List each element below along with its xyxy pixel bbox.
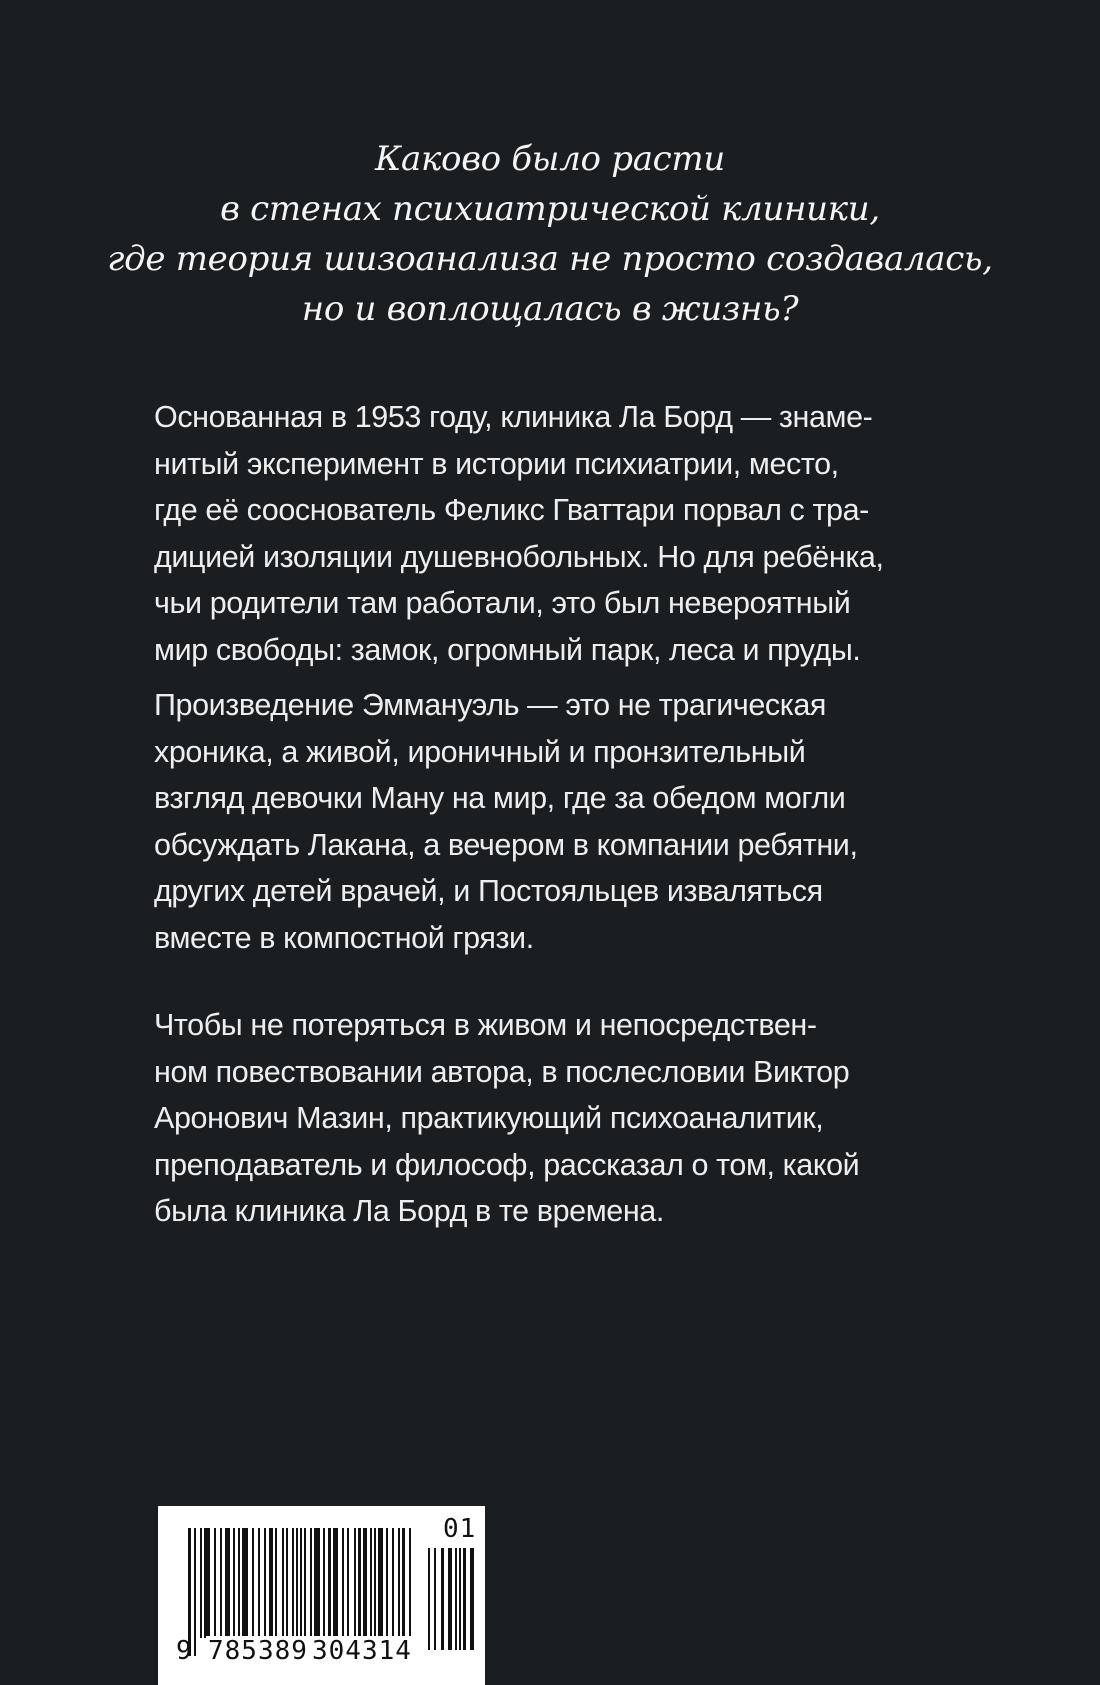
text-line: Аронович Мазин, практикующий психоаналитик, [154, 1101, 824, 1135]
text-line: была клиника Ла Борд в те времена. [154, 1194, 664, 1228]
text-line: дицией изоляции душевнобольных. Но для ребёнка, [154, 539, 884, 574]
text-line: преподаватель и философ, рассказал о том, какой [154, 1147, 860, 1182]
text-line: других детей врачей, и Постояльцев изваляться [154, 874, 823, 908]
tagline-line: в стенах психиатрической клиники, [220, 189, 880, 229]
barcode-right-group: 304314 [312, 1636, 412, 1666]
text-line: нитый эксперимент в истории психиатрии, место, [154, 446, 839, 481]
text-line: ном повествовании автора, в послесловии Виктор [154, 1054, 850, 1089]
tagline-quote [0, 134, 1100, 334]
description-paragraph-3 [154, 1002, 944, 1235]
text-line: хроника, а живой, ироничный и пронзительный [154, 734, 806, 769]
text-line: чьи родители там работали, это был невероятный [154, 586, 851, 620]
tagline-line: где теория шизоанализа не просто создавалась, [107, 239, 993, 279]
description-paragraph-1 [154, 394, 944, 673]
barcode-addon: 01 [443, 1514, 477, 1544]
isbn-barcode [158, 1506, 485, 1685]
text-line: Произведение Эммануэль — это не трагическая [154, 688, 827, 722]
text-line: взгляд девочки Ману на мир, где за обедом могли [154, 781, 846, 815]
text-line: Чтобы не потеряться в живом и непосредствен- [154, 1008, 817, 1042]
tagline-line: Каково было расти [375, 139, 725, 179]
tagline-line: но и воплощалась в жизнь? [301, 289, 799, 329]
text-line: мир свободы: замок, огромный парк, леса и пруды. [154, 632, 861, 667]
text-line: Основанная в 1953 году, клиника Ла Борд — знаме- [154, 400, 873, 434]
text-line: вместе в компостной грязи. [154, 920, 534, 955]
barcode-left-group: 785389 [208, 1636, 308, 1666]
text-line: где её сооснователь Феликс Гваттари порвал с тра- [154, 493, 869, 527]
description-paragraph-2 [154, 682, 944, 961]
barcode-first-digit: 9 [176, 1636, 193, 1666]
text-line: обсуждать Лакана, а вечером в компании ребятни, [154, 827, 858, 862]
